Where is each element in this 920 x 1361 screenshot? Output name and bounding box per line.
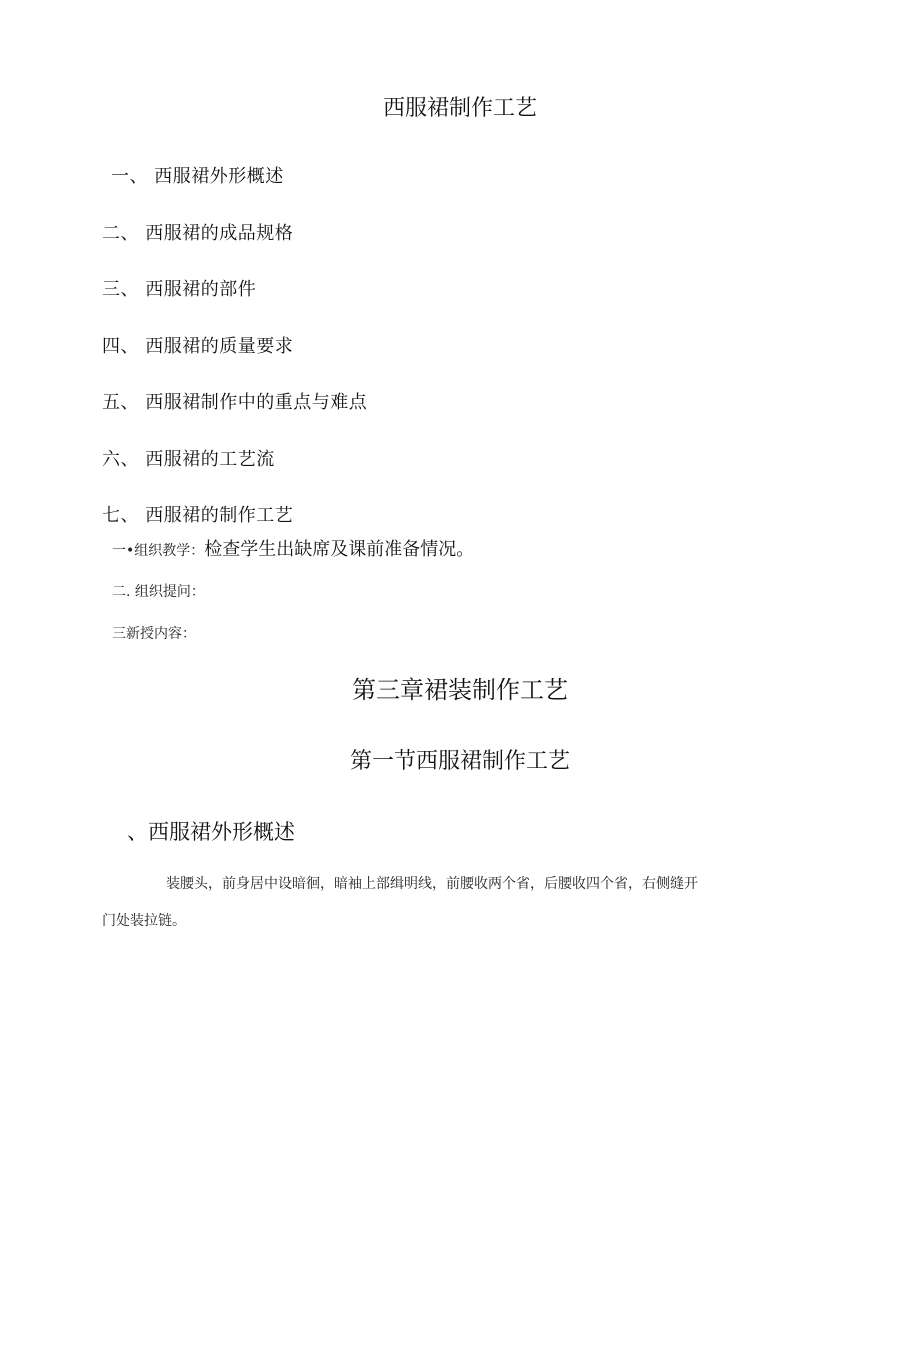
teaching-step-3: 三新授内容： [112,626,196,642]
outline-item-7: 七、 西服裙的制作工艺 [102,505,294,526]
section-title: 第一节西服裙制作工艺 [349,749,570,774]
teaching-step-2: 二. 组织提问： [112,584,205,600]
outline-item-6: 六、 西服裙的工艺流 [102,449,275,470]
teaching-step-1-label: 一•组织教学： [112,543,205,559]
paragraph-line-2: 门处装拉链。 [102,913,186,929]
teaching-step-1-text: 检查学生出缺席及课前准备情况。 [204,539,475,560]
outline-item-1: 一、 西服裙外形概述 [111,166,284,187]
subheading: 、西服裙外形概述 [127,820,295,844]
outline-item-3: 三、 西服裙的部件 [102,279,257,300]
outline-item-2: 二、 西服裙的成品规格 [102,223,294,244]
outline-item-4: 四、 西服裙的质量要求 [102,336,294,357]
paragraph-line-1: 装腰头，前身居中设暗徊，暗袖上部缉明线，前腰收两个省，后腰收四个省，右侧缝开 [166,876,698,892]
outline-item-5: 五、 西服裙制作中的重点与难点 [102,392,368,413]
chapter-title: 第三章裙装制作工艺 [352,676,568,704]
document-title: 西服裙制作工艺 [382,96,537,121]
teaching-step-1 [112,535,474,561]
